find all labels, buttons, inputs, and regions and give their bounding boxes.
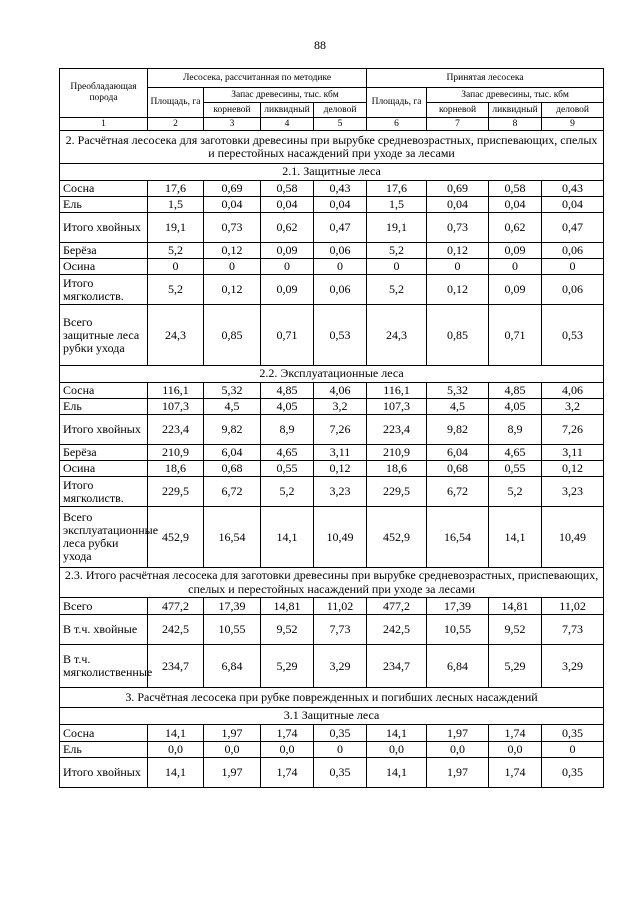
value-cell: 0,35	[542, 758, 604, 788]
header-business-stock: деловой	[314, 103, 367, 118]
column-number: 6	[367, 118, 427, 131]
table-row	[60, 383, 604, 399]
value-cell: 9,82	[204, 415, 261, 445]
species-name: Всего защитные леса рубки ухода	[60, 305, 148, 366]
value-cell: 4,06	[314, 383, 367, 399]
value-cell: 4,85	[489, 383, 542, 399]
value-cell: 0,09	[489, 243, 542, 259]
value-cell: 0,55	[489, 461, 542, 477]
value-cell: 229,5	[367, 477, 427, 507]
species-name: Ель	[60, 742, 148, 758]
value-cell: 1,97	[204, 725, 261, 742]
value-cell: 0,43	[542, 181, 604, 197]
value-cell: 0,73	[204, 213, 261, 243]
value-cell: 17,39	[204, 598, 261, 615]
value-cell: 0	[148, 259, 204, 275]
value-cell: 0	[542, 742, 604, 758]
value-cell: 3,23	[314, 477, 367, 507]
species-name: Осина	[60, 461, 148, 477]
column-number: 4	[261, 118, 314, 131]
value-cell: 0,35	[542, 725, 604, 742]
subsection-title: 2.2. Эксплуатационные леса	[60, 366, 604, 383]
value-cell: 14,1	[367, 758, 427, 788]
value-cell: 0,73	[427, 213, 489, 243]
value-cell: 1,97	[204, 758, 261, 788]
section-title: 2. Расчётная лесосека для заготовки древесины при вырубке средневозрастных, приспевающих, спелых и перестойных насаждений при уходе за лесами	[60, 131, 604, 164]
value-cell: 0,68	[427, 461, 489, 477]
value-cell: 14,1	[489, 507, 542, 568]
header-wood-stock: Запас древесины, тыс. кбм	[204, 88, 367, 103]
value-cell: 3,29	[542, 645, 604, 688]
value-cell: 0,62	[261, 213, 314, 243]
value-cell: 18,6	[148, 461, 204, 477]
value-cell: 14,1	[367, 725, 427, 742]
value-cell: 24,3	[367, 305, 427, 366]
value-cell: 223,4	[367, 415, 427, 445]
table-row	[60, 259, 604, 275]
value-cell: 0,43	[314, 181, 367, 197]
species-name: Итого хвойных	[60, 415, 148, 445]
value-cell: 5,29	[489, 645, 542, 688]
value-cell: 8,9	[261, 415, 314, 445]
value-cell: 1,5	[148, 197, 204, 213]
species-name: Итого мягколиств.	[60, 275, 148, 305]
value-cell: 14,81	[489, 598, 542, 615]
value-cell: 1,74	[261, 758, 314, 788]
value-cell: 0	[542, 259, 604, 275]
value-cell: 14,1	[261, 507, 314, 568]
value-cell: 3,29	[314, 645, 367, 688]
value-cell: 19,1	[148, 213, 204, 243]
column-number: 2	[148, 118, 204, 131]
value-cell: 0,35	[314, 725, 367, 742]
value-cell: 234,7	[367, 645, 427, 688]
value-cell: 107,3	[367, 399, 427, 415]
value-cell: 1,74	[261, 725, 314, 742]
table-row	[60, 477, 604, 507]
value-cell: 0,53	[542, 305, 604, 366]
page-number: 88	[314, 38, 326, 52]
value-cell: 4,5	[427, 399, 489, 415]
species-name: Итого мягколиств.	[60, 477, 148, 507]
value-cell: 0,0	[204, 742, 261, 758]
value-cell: 11,02	[542, 598, 604, 615]
value-cell: 0,58	[261, 181, 314, 197]
value-cell: 5,2	[148, 275, 204, 305]
value-cell: 0	[489, 259, 542, 275]
value-cell: 10,55	[204, 615, 261, 645]
value-cell: 0,04	[261, 197, 314, 213]
value-cell: 16,54	[204, 507, 261, 568]
value-cell: 210,9	[148, 445, 204, 461]
value-cell: 16,54	[427, 507, 489, 568]
column-number: 5	[314, 118, 367, 131]
value-cell: 17,6	[367, 181, 427, 197]
value-cell: 210,9	[367, 445, 427, 461]
value-cell: 6,84	[427, 645, 489, 688]
value-cell: 6,72	[204, 477, 261, 507]
value-cell: 14,81	[261, 598, 314, 615]
column-number: 8	[489, 118, 542, 131]
value-cell: 3,2	[542, 399, 604, 415]
value-cell: 4,05	[489, 399, 542, 415]
value-cell: 0,47	[314, 213, 367, 243]
value-cell: 0	[314, 742, 367, 758]
value-cell: 477,2	[367, 598, 427, 615]
table-row	[60, 461, 604, 477]
table-row	[60, 507, 604, 568]
column-number: 1	[60, 118, 148, 131]
value-cell: 0,85	[204, 305, 261, 366]
value-cell: 18,6	[367, 461, 427, 477]
value-cell: 0,71	[489, 305, 542, 366]
header-liquid-stock: ликвидный	[261, 103, 314, 118]
value-cell: 0,04	[427, 197, 489, 213]
value-cell: 1,74	[489, 725, 542, 742]
value-cell: 452,9	[148, 507, 204, 568]
value-cell: 10,49	[542, 507, 604, 568]
value-cell: 0,71	[261, 305, 314, 366]
header-area: Площадь, га	[148, 88, 204, 118]
value-cell: 7,26	[314, 415, 367, 445]
value-cell: 4,5	[204, 399, 261, 415]
header-area: Площадь, га	[367, 88, 427, 118]
column-number: 3	[204, 118, 261, 131]
value-cell: 0,09	[489, 275, 542, 305]
value-cell: 452,9	[367, 507, 427, 568]
value-cell: 242,5	[367, 615, 427, 645]
value-cell: 5,2	[148, 243, 204, 259]
value-cell: 4,06	[542, 383, 604, 399]
value-cell: 0,69	[427, 181, 489, 197]
value-cell: 3,11	[542, 445, 604, 461]
species-name: Итого хвойных	[60, 213, 148, 243]
value-cell: 4,05	[261, 399, 314, 415]
table-row	[60, 645, 604, 688]
header-predominant-species: Преобладающая порода	[60, 69, 148, 118]
value-cell: 0,12	[427, 275, 489, 305]
value-cell: 5,2	[261, 477, 314, 507]
table-row	[60, 243, 604, 259]
table-row	[60, 275, 604, 305]
value-cell: 0,69	[204, 181, 261, 197]
value-cell: 3,11	[314, 445, 367, 461]
species-name: Ель	[60, 197, 148, 213]
value-cell: 0	[261, 259, 314, 275]
subsection-title: 3.1 Защитные леса	[60, 708, 604, 725]
subsection-title: 2.3. Итого расчётная лесосека для заготовки древесины при вырубке средневозрастных, приспевающих, спелых и перестойных насаждений при уходе за лесами	[60, 568, 604, 598]
table-row	[60, 181, 604, 197]
table-row	[60, 725, 604, 742]
value-cell: 0,06	[314, 275, 367, 305]
value-cell: 0,04	[204, 197, 261, 213]
value-cell: 0,12	[427, 243, 489, 259]
value-cell: 5,2	[367, 243, 427, 259]
value-cell: 1,97	[427, 725, 489, 742]
value-cell: 116,1	[367, 383, 427, 399]
value-cell: 0,0	[261, 742, 314, 758]
value-cell: 0,58	[489, 181, 542, 197]
table-row	[60, 415, 604, 445]
value-cell: 242,5	[148, 615, 204, 645]
header-wood-stock: Запас древесины, тыс. кбм	[427, 88, 604, 103]
value-cell: 17,6	[148, 181, 204, 197]
value-cell: 0,53	[314, 305, 367, 366]
value-cell: 4,65	[489, 445, 542, 461]
value-cell: 0,62	[489, 213, 542, 243]
table-row	[60, 445, 604, 461]
section-title: 3. Расчётная лесосека при рубке поврежденных и погибших лесных насаждений	[60, 688, 604, 708]
value-cell: 116,1	[148, 383, 204, 399]
table-row	[60, 399, 604, 415]
value-cell: 17,39	[427, 598, 489, 615]
value-cell: 5,32	[204, 383, 261, 399]
value-cell: 6,84	[204, 645, 261, 688]
table-row	[60, 758, 604, 788]
species-name: Итого хвойных	[60, 758, 148, 788]
column-number: 9	[542, 118, 604, 131]
value-cell: 0,68	[204, 461, 261, 477]
value-cell: 10,49	[314, 507, 367, 568]
value-cell: 234,7	[148, 645, 204, 688]
value-cell: 0,0	[427, 742, 489, 758]
value-cell: 1,5	[367, 197, 427, 213]
value-cell: 5,2	[489, 477, 542, 507]
value-cell: 5,2	[367, 275, 427, 305]
value-cell: 223,4	[148, 415, 204, 445]
header-method-cutting-area: Лесосека, рассчитанная по методике	[148, 69, 367, 88]
value-cell: 6,04	[427, 445, 489, 461]
table-row	[60, 598, 604, 615]
table-row	[60, 197, 604, 213]
species-name: Сосна	[60, 725, 148, 742]
value-cell: 19,1	[367, 213, 427, 243]
column-number: 7	[427, 118, 489, 131]
species-name: Сосна	[60, 383, 148, 399]
value-cell: 7,73	[542, 615, 604, 645]
table-row	[60, 305, 604, 366]
header-business-stock: деловой	[542, 103, 604, 118]
value-cell: 1,97	[427, 758, 489, 788]
value-cell: 9,52	[489, 615, 542, 645]
value-cell: 0,12	[204, 243, 261, 259]
value-cell: 5,29	[261, 645, 314, 688]
value-cell: 0,09	[261, 243, 314, 259]
value-cell: 0,12	[314, 461, 367, 477]
value-cell: 107,3	[148, 399, 204, 415]
value-cell: 477,2	[148, 598, 204, 615]
species-name: Всего	[60, 598, 148, 615]
value-cell: 4,85	[261, 383, 314, 399]
table-row	[60, 213, 604, 243]
value-cell: 3,23	[542, 477, 604, 507]
value-cell: 0,06	[314, 243, 367, 259]
subsection-title: 2.1. Защитные леса	[60, 164, 604, 181]
value-cell: 10,55	[427, 615, 489, 645]
value-cell: 0	[204, 259, 261, 275]
value-cell: 0,0	[367, 742, 427, 758]
value-cell: 6,72	[427, 477, 489, 507]
value-cell: 229,5	[148, 477, 204, 507]
value-cell: 0,47	[542, 213, 604, 243]
species-name: Берёза	[60, 445, 148, 461]
header-root-stock: корневой	[427, 103, 489, 118]
species-name: В т.ч. хвойные	[60, 615, 148, 645]
value-cell: 0,06	[542, 243, 604, 259]
table-row	[60, 615, 604, 645]
value-cell: 0,09	[261, 275, 314, 305]
value-cell: 11,02	[314, 598, 367, 615]
value-cell: 5,32	[427, 383, 489, 399]
value-cell: 0,04	[489, 197, 542, 213]
value-cell: 3,2	[314, 399, 367, 415]
value-cell: 0	[367, 259, 427, 275]
value-cell: 9,82	[427, 415, 489, 445]
species-name: Ель	[60, 399, 148, 415]
species-name: В т.ч. мягколиственные	[60, 645, 148, 688]
value-cell: 0,06	[542, 275, 604, 305]
header-liquid-stock: ликвидный	[489, 103, 542, 118]
value-cell: 0,55	[261, 461, 314, 477]
value-cell: 0,04	[542, 197, 604, 213]
value-cell: 24,3	[148, 305, 204, 366]
value-cell: 4,65	[261, 445, 314, 461]
table-row	[60, 742, 604, 758]
value-cell: 0,12	[542, 461, 604, 477]
value-cell: 14,1	[148, 725, 204, 742]
cutting-area-table	[59, 68, 604, 788]
value-cell: 7,26	[542, 415, 604, 445]
value-cell: 0,12	[204, 275, 261, 305]
value-cell: 9,52	[261, 615, 314, 645]
value-cell: 0,35	[314, 758, 367, 788]
value-cell: 7,73	[314, 615, 367, 645]
value-cell: 0,0	[489, 742, 542, 758]
value-cell: 6,04	[204, 445, 261, 461]
header-root-stock: корневой	[204, 103, 261, 118]
value-cell: 0	[314, 259, 367, 275]
species-name: Всего эксплуатационные леса рубки ухода	[60, 507, 148, 568]
species-name: Осина	[60, 259, 148, 275]
value-cell: 0,04	[314, 197, 367, 213]
value-cell: 1,74	[489, 758, 542, 788]
species-name: Сосна	[60, 181, 148, 197]
header-accepted-cutting-area: Принятая лесосека	[367, 69, 604, 88]
species-name: Берёза	[60, 243, 148, 259]
value-cell: 0,0	[148, 742, 204, 758]
value-cell: 14,1	[148, 758, 204, 788]
value-cell: 0	[427, 259, 489, 275]
value-cell: 8,9	[489, 415, 542, 445]
value-cell: 0,85	[427, 305, 489, 366]
